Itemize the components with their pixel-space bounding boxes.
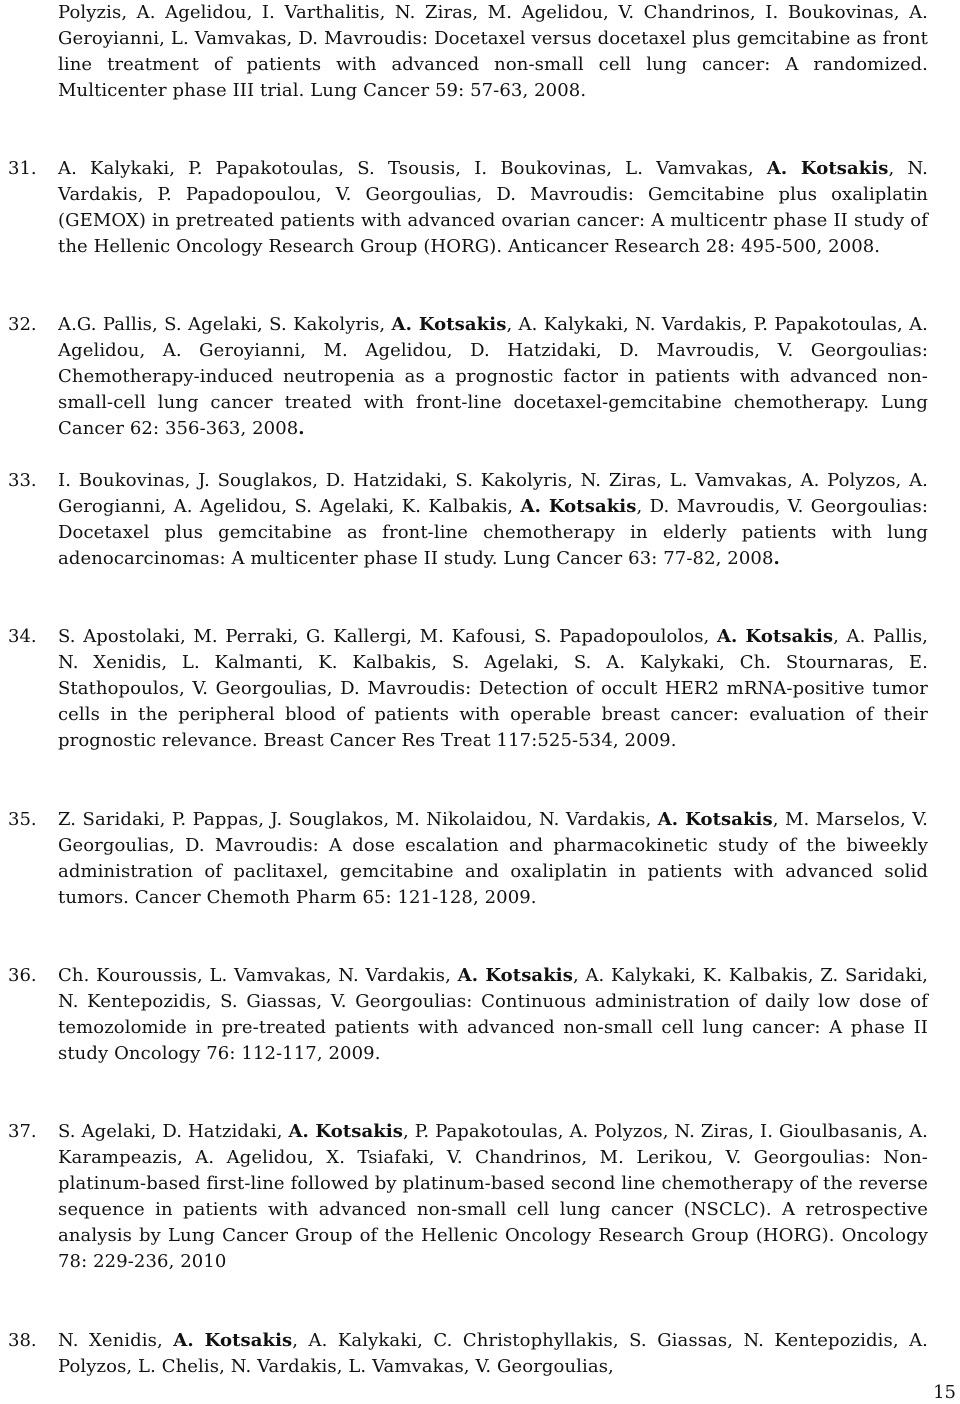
- highlighted-author: .: [298, 418, 305, 439]
- reference-number: 34.: [8, 626, 37, 647]
- reference-text: [58, 963, 928, 1067]
- reference-number: 35.: [8, 809, 37, 830]
- reference-text: [58, 807, 928, 911]
- reference-segment: N. Xenidis,: [58, 1330, 174, 1351]
- reference-segment: , A. Kalykaki, N. Vardakis, P. Papakotoulas, A. Agelidou, A. Geroyianni, M. Agelidou, D. Hatzidaki, D. Mavroudis, V. Georgoulias: Chemotherapy-induced neutropenia as a prognostic factor in patients with advanced non-small-cell lung cancer treated with front-line docetaxel-gemcitabine chemotherapy. Lung Cancer 62: 356-363, 2008: [58, 314, 928, 439]
- reference-segment: , M. Marselos, V. Georgoulias, D. Mavroudis: A dose escalation and pharmacokinetic study of the biweekly administration of paclitaxel, gemcitabine and oxaliplatin in patients with advanced solid tumors. Cancer Chemoth Pharm 65: 121-128, 2009.: [58, 809, 928, 908]
- reference-number: 31.: [8, 158, 37, 179]
- reference-number: 37.: [8, 1121, 37, 1142]
- reference-segment: Z. Saridaki, P. Pappas, J. Souglakos, M. Nikolaidou, N. Vardakis,: [58, 809, 658, 830]
- reference-segment: I. Boukovinas, J. Souglakos, D. Hatzidaki, S. Kakolyris, N. Ziras, L. Vamvakas, A. Polyzos, A. Gerogianni, A. Agelidou, S. Agelaki, K. Kalbakis,: [58, 470, 928, 517]
- highlighted-author: A. Kotsakis: [288, 1121, 403, 1142]
- reference-text: [58, 1119, 928, 1275]
- reference-text: [58, 312, 928, 442]
- reference-segment: , A. Kalykaki, C. Christophyllakis, S. Giassas, N. Kentepozidis, A. Polyzos, L. Chelis, N. Vardakis, L. Vamvakas, V. Georgoulias,: [58, 1330, 928, 1377]
- reference-segment: Polyzis, A. Agelidou, I. Varthalitis, N. Ziras, M. Agelidou, V. Chandrinos, I. Boukovinas, A. Geroyianni, L. Vamvakas, D. Mavroudis: Docetaxel versus docetaxel plus gemcitabine as front line treatment of patients with advanced non-small cell lung cancer: A randomized. Multicenter phase III trial. Lung Cancer 59: 57-63, 2008.: [58, 2, 928, 101]
- highlighted-author: A. Kotsakis: [716, 626, 834, 647]
- reference-segment: Ch. Kouroussis, L. Vamvakas, N. Vardakis,: [58, 965, 458, 986]
- reference-text: [58, 468, 928, 572]
- reference-text: [58, 624, 928, 754]
- reference-text: [58, 0, 928, 104]
- highlighted-author: A. Kotsakis: [391, 314, 507, 335]
- reference-segment: , A. Pallis, N. Xenidis, L. Kalmanti, K. Kalbakis, S. Agelaki, S. A. Kalykaki, Ch. Stournaras, E. Stathopoulos, V. Georgoulias, D. Mavroudis: Detection of occult HER2 mRNA-positive tumor cells in the peripheral blood of patients with operable breast cancer: evaluation of their prognostic relevance. Breast Cancer Res Treat 117:525-534, 2009.: [58, 626, 928, 751]
- reference-number: 33.: [8, 470, 37, 491]
- reference-segment: A. Kalykaki, P. Papakotoulas, S. Tsousis, I. Boukovinas, L. Vamvakas,: [58, 158, 767, 179]
- reference-text: [58, 1328, 928, 1380]
- reference-segment: S. Agelaki, D. Hatzidaki,: [58, 1121, 289, 1142]
- highlighted-author: .: [773, 548, 780, 569]
- reference-segment: , D. Mavroudis, V. Georgoulias: Docetaxel plus gemcitabine as front-line chemotherapy in elderly patients with lung adenocarcinomas: A multicenter phase II study. Lung Cancer 63: 77-82, 2008: [58, 496, 928, 569]
- reference-number: 36.: [8, 965, 37, 986]
- highlighted-author: A. Kotsakis: [520, 496, 637, 517]
- highlighted-author: A. Kotsakis: [657, 809, 773, 830]
- reference-number: 38.: [8, 1330, 37, 1351]
- highlighted-author: A. Kotsakis: [457, 965, 573, 986]
- highlighted-author: A. Kotsakis: [766, 158, 889, 179]
- reference-number: 32.: [8, 314, 37, 335]
- reference-text: [58, 156, 928, 260]
- reference-segment: , N. Vardakis, P. Papadopoulou, V. Georgoulias, D. Mavroudis: Gemcitabine plus oxaliplatin (GEMOX) in pretreated patients with advanced ovarian cancer: A multicentr phase II study of the Hellenic Oncology Research Group (HORG). Anticancer Research 28: 495-500, 2008.: [58, 158, 928, 257]
- reference-segment: , A. Kalykaki, K. Kalbakis, Z. Saridaki, N. Kentepozidis, S. Giassas, V. Georgoulias: Continuous administration of daily low dose of temozolomide in pre-treated patients with advanced non-small cell lung cancer: A phase II study Oncology 76: 112-117, 2009.: [58, 965, 929, 1064]
- highlighted-author: A. Kotsakis: [173, 1330, 293, 1351]
- reference-segment: S. Apostolaki, M. Perraki, G. Kallergi, M. Kafousi, S. Papadopoulolos,: [58, 626, 717, 647]
- reference-segment: , P. Papakotoulas, A. Polyzos, N. Ziras, I. Gioulbasanis, A. Karampeazis, A. Agelidou, X. Tsiafaki, V. Chandrinos, M. Lerikou, V. Georgoulias: Non-platinum-based first-line followed by platinum-based second line chemotherapy of the reverse sequence in patients with advanced non-small cell lung cancer (NSCLC). A retrospective analysis by Lung Cancer Group of the Hellenic Oncology Research Group (HORG). Oncology 78: 229-236, 2010: [58, 1121, 928, 1272]
- page-number: 15: [933, 1382, 956, 1403]
- reference-segment: A.G. Pallis, S. Agelaki, S. Kakolyris,: [58, 314, 392, 335]
